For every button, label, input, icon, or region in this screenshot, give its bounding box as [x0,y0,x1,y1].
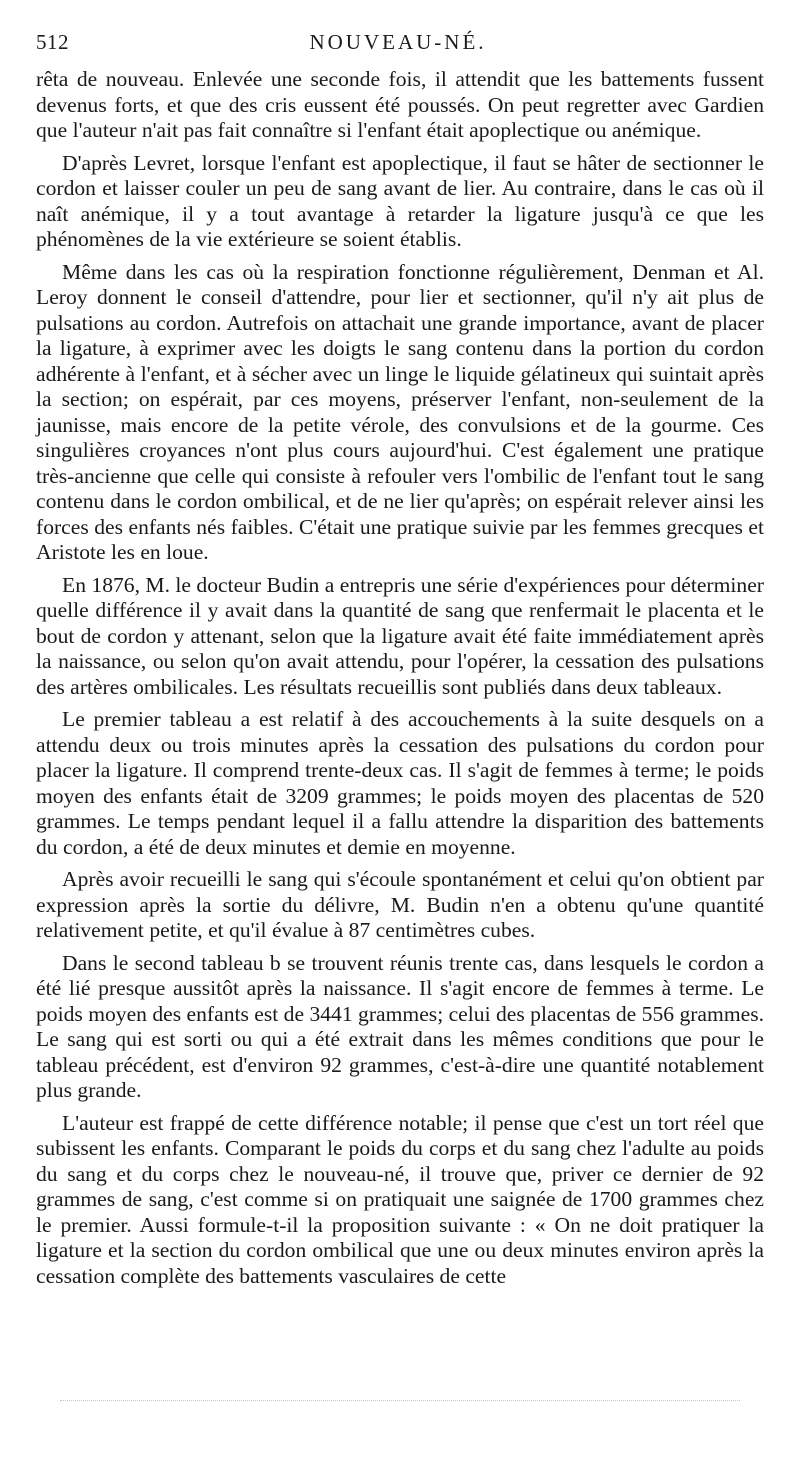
paragraph-author-conclusion: L'auteur est frappé de cette différence notable; il pense que c'est un tort réel que subissent les enfants. Comparant le poids du corps et du sang chez l'adulte au poids du sang et du corps chez le nouveau-né, il trouve que, priver ce dernier de 92 grammes de sang, c'est comme si on pratiquait une saignée de 1700 grammes chez le premier. Aussi formule-t-il la proposition suivante : « On ne doit pratiquer la ligature et la section du cordon ombilical que une ou deux minutes environ après la cessation complète des battements vasculaires de cette [36,1110,764,1288]
body-text [36,67,764,1296]
paragraph-second-table: Dans le second tableau b se trouvent réunis trente cas, dans lesquels le cordon a été lié presque aussitôt après la naissance. Il s'agit encore de femmes à terme. Le poids moyen des enfants est de 3441 grammes; celui des placentas de 556 grammes. Le sang qui est sorti ou qui a été extrait dans les mêmes conditions que pour le tableau précédent, est d'environ 92 grammes, c'est-à-dire une quantité notablement plus grande. [36,950,764,1102]
page-number: 512 [36,30,69,54]
paragraph-denman-leroy: Même dans les cas où la respiration fonctionne régulièrement, Denman et Al. Leroy donnent le conseil d'attendre, pour lier et sectionner, qu'il n'y ait plus de pulsations au cordon. Autrefois on attachait une grande importance, avant de placer la ligature, à exprimer avec les doigts le sang contenu dans la portion du cordon adhérente à l'enfant, et à sécher avec un linge le liquide gélatineux qui suintait après la section; on espérait, par ces moyens, préserver l'enfant, non-seulement de la jaunisse, mais encore de la petite vérole, des convulsions et de la gourme. Ces singulières croyances n'ont plus cours aujourd'hui. C'est également une pratique très-ancienne que celle qui consiste à refouler vers l'ombilic de l'enfant tout le sang contenu dans le cordon ombilical, et de ne lier qu'après; on espérait relever ainsi les forces des enfants nés faibles. C'était une pratique suivie par les femmes grecques et Aristote les en loue. [36,259,764,564]
paragraph-continuation: rêta de nouveau. Enlevée une seconde fois, il attendit que les battements fussent devenus forts, et que des cris eussent été poussés. On peut regretter avec Gardien que l'auteur n'ait pas fait connaître si l'enfant était apoplectique ou anémique. [36,67,764,142]
paragraph-budin-1876: En 1876, M. le docteur Budin a entrepris une série d'expériences pour déterminer quelle différence il y avait dans la quantité de sang que renfermait le placenta et le bout de cordon y attenant, selon que la ligature avait été faite immédiatement après la naissance, ou selon qu'on avait attendu, pour l'opérer, la cessation des pulsations des artères ombilicales. Les résultats recueillis sont publiés dans deux tableaux. [36,572,764,699]
paragraph-first-table: Le premier tableau a est relatif à des accouchements à la suite desquels on a attendu deux ou trois minutes après la cessation des pulsations du cordon pour placer la ligature. Il comprend trente-deux cas. Il s'agit de femmes à terme; le poids moyen des enfants était de 3209 grammes; le poids moyen des placentas de 520 grammes. Le temps pendant lequel il a fallu attendre la disparition des battements du cordon, a été de deux minutes et demie en moyenne. [36,707,764,859]
scan-artifact-line [60,1400,740,1402]
running-title: NOUVEAU-NÉ. [309,30,487,54]
paragraph-blood-collected: Après avoir recueilli le sang qui s'écoule spontanément et celui qu'on obtient par expression après la sortie du délivre, M. Budin n'en a obtenu qu'une quantité relativement petite, et qu'il évalue à 87 centimètres cubes. [36,867,764,942]
paragraph-levret: D'après Levret, lorsque l'enfant est apoplectique, il faut se hâter de sectionner le cordon et laisser couler un peu de sang avant de lier. Au contraire, dans le cas où il naît anémique, il y a tout avantage à retarder la ligature jusqu'à ce que les phénomènes de la vie extérieure se soient établis. [36,150,764,251]
page-header [36,30,760,60]
